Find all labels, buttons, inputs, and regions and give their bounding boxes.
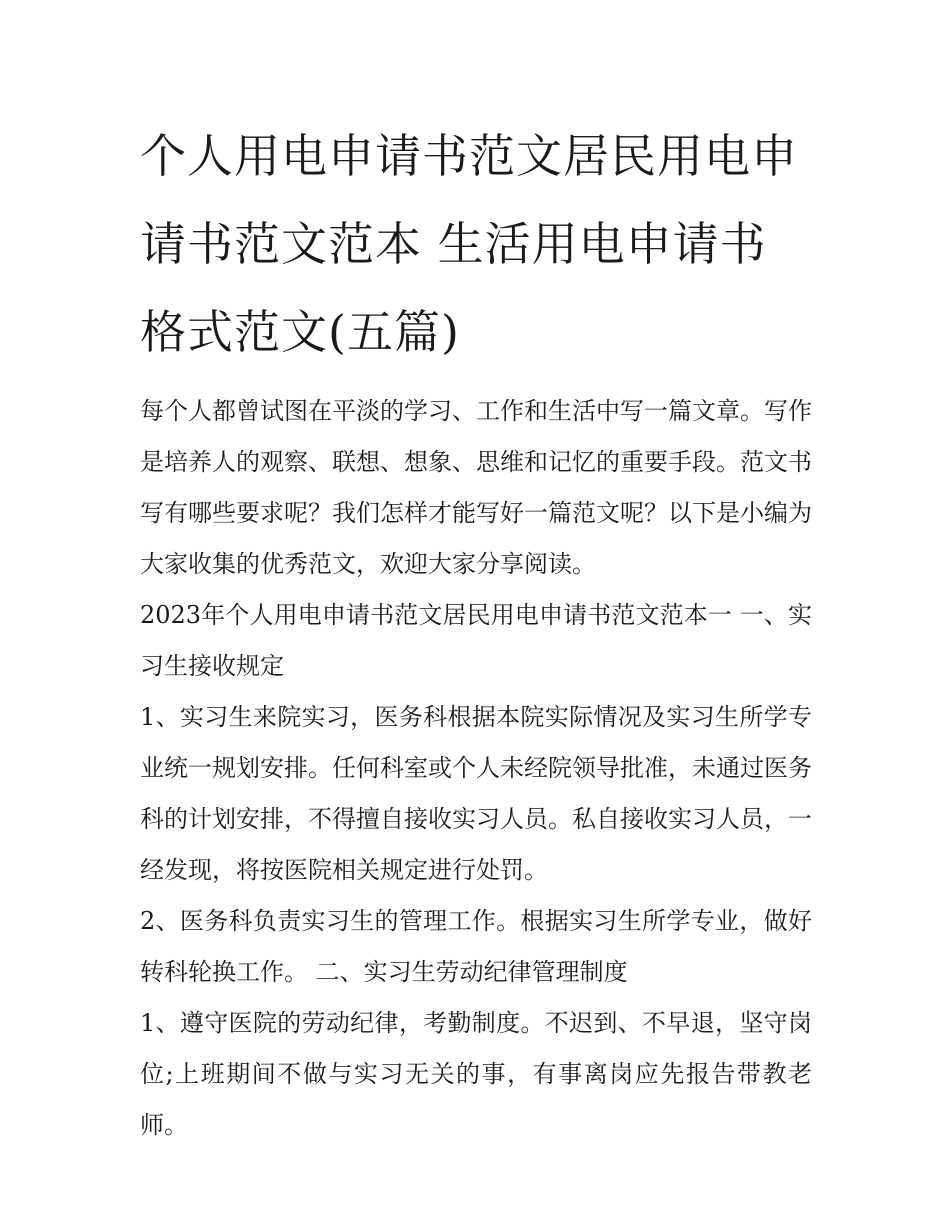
document-page xyxy=(140,112,812,1151)
rule-2-paragraph: 2、医务科负责实习生的管理工作。根据实习生所学专业，做好转科轮换工作。 二、实习生劳动纪律管理制度 xyxy=(140,907,812,986)
rule-1-paragraph: 1、实习生来院实习，医务科根据本院实际情况及实习生所学专业统一规划安排。任何科室或个人未经院领导批准，未通过医务科的计划安排，不得擅自接收实习人员。私自接收实习人员，一经发现，将按医院相关规定进行处罚。 xyxy=(140,703,812,884)
discipline-rule-1-paragraph: 1、遵守医院的劳动纪律，考勤制度。不迟到、不早退，坚守岗位;上班期间不做与实习无关的事，有事离岗应先报告带教老师。 xyxy=(140,1009,812,1139)
document-title: 个人用电申请书范文居民用电申请书范文范本 生活用电申请书格式范文(五篇) xyxy=(140,129,798,359)
section-heading-paragraph: 2023年个人用电申请书范文居民用电申请书范文范本一 一、实习生接收规定 xyxy=(140,601,812,680)
intro-paragraph: 每个人都曾试图在平淡的学习、工作和生活中写一篇文章。写作是培养人的观察、联想、想象、思维和记忆的重要手段。范文书写有哪些要求呢？我们怎样才能写好一篇范文呢？以下是小编为大家收集的优秀范文，欢迎大家分享阅读。 xyxy=(140,397,812,578)
